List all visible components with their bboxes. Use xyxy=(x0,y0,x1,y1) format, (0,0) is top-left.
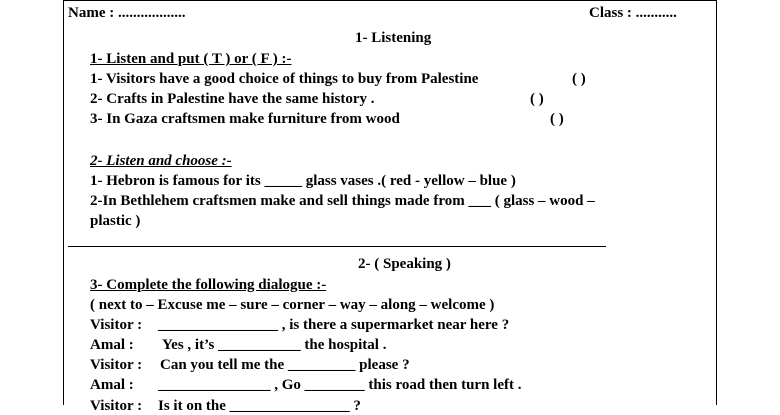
listening-part2-instruction: 2- Listen and choose :- xyxy=(90,153,232,169)
tf-answer-1: ( ) xyxy=(572,71,586,87)
dialogue-line: Yes , it’s ___________ the hospital . xyxy=(162,337,387,353)
listening-part1-instruction: 1- Listen and put ( T ) or ( F ) :- xyxy=(90,51,292,67)
tf-answer-2: ( ) xyxy=(530,91,544,107)
dialogue-line: Can you tell me the _________ please ? xyxy=(160,357,410,373)
speaking-heading: 2- ( Speaking ) xyxy=(358,256,451,272)
tf-answer-3: ( ) xyxy=(550,111,564,127)
dialogue-speaker: Amal : xyxy=(90,337,134,353)
choose-item-1: 1- Hebron is famous for its _____ glass vases .( red - yellow – blue ) xyxy=(90,173,516,189)
dialogue-speaker: Visitor : xyxy=(90,398,143,414)
choose-item-2-continued: plastic ) xyxy=(90,213,141,229)
dialogue-line: Is it on the ________________ ? xyxy=(158,398,361,414)
listening-heading: 1- Listening xyxy=(355,30,432,46)
dialogue-instruction: 3- Complete the following dialogue :- xyxy=(90,277,327,293)
section-divider xyxy=(68,246,606,247)
tf-item-2: 2- Crafts in Palestine have the same history . xyxy=(90,91,375,107)
word-bank: ( next to – Excuse me – sure – corner – way – along – welcome ) xyxy=(90,297,495,313)
tf-item-1: 1- Visitors have a good choice of things to buy from Palestine xyxy=(90,71,479,87)
page-border-top xyxy=(63,0,717,1)
page-border-right xyxy=(716,0,717,405)
dialogue-line: ________________ , is there a supermarket near here ? xyxy=(158,317,510,333)
page-border-left xyxy=(63,0,64,405)
dialogue-speaker: Amal : xyxy=(90,377,134,393)
tf-item-3: 3- In Gaza craftsmen make furniture from wood xyxy=(90,111,400,127)
dialogue-line: _______________ , Go ________ this road then turn left . xyxy=(158,377,522,393)
dialogue-speaker: Visitor : xyxy=(90,317,143,333)
choose-item-2: 2-In Bethlehem craftsmen make and sell things made from ___ ( glass – wood – xyxy=(90,193,595,209)
class-field: Class : ........... xyxy=(589,5,677,21)
name-field: Name : .................. xyxy=(68,5,186,21)
cropped-dialogue-row xyxy=(90,397,361,414)
dialogue-speaker: Visitor : xyxy=(90,357,143,373)
